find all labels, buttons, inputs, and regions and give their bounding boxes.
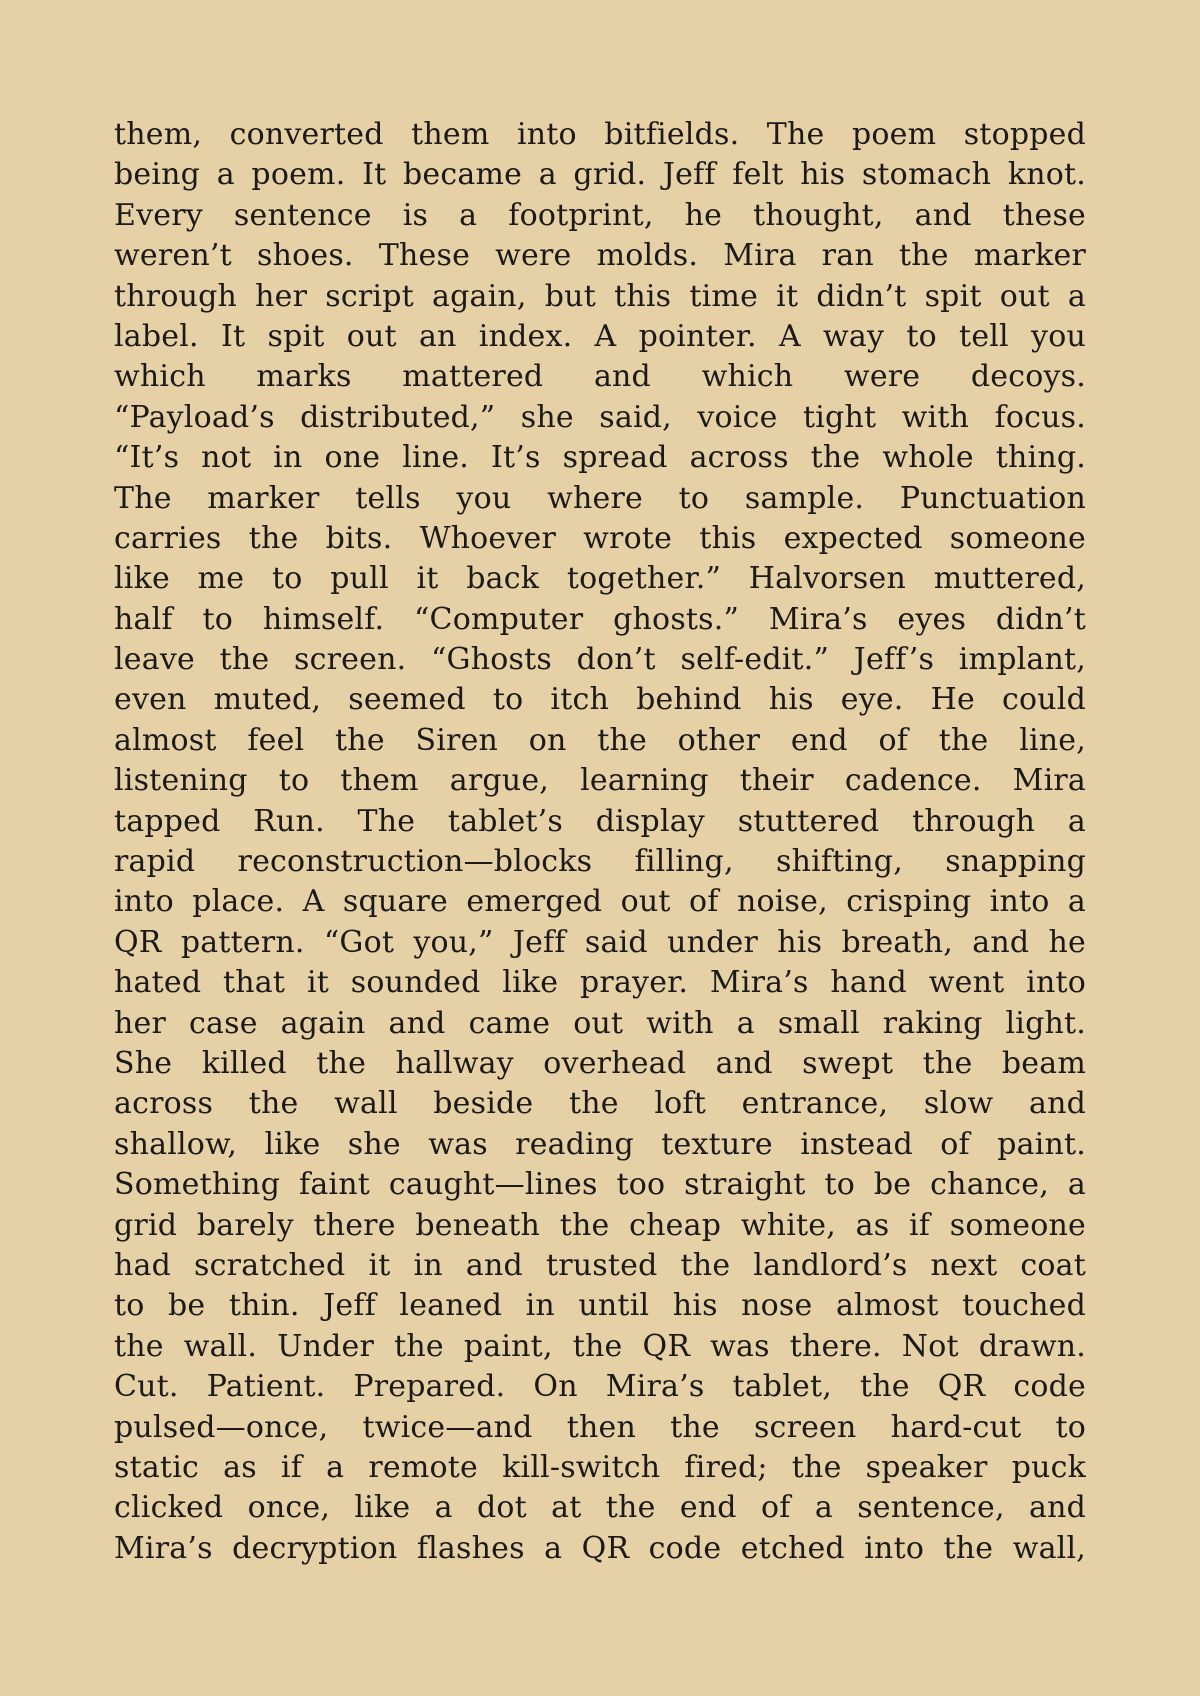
text-line: her case again and came out with a small raking light. — [114, 1005, 1086, 1041]
text-line: listening to them argue, learning their cadence. Mira — [114, 763, 1086, 799]
text-line: pulsed—once, twice—and then the screen hard-cut to — [114, 1409, 1086, 1445]
text-line: “Payload’s distributed,” she said, voice tight with focus. — [114, 399, 1086, 435]
text-line: Mira’s decryption flashes a QR code etched into the wall, — [114, 1530, 1086, 1566]
text-line: them, converted them into bitfields. The poem stopped — [114, 117, 1086, 152]
text-line: The marker tells you where to sample. Punctuation — [114, 480, 1086, 516]
text-line: which marks mattered and which were decoys. — [114, 359, 1086, 395]
text-line: through her script again, but this time it didn’t spit out a — [114, 278, 1086, 314]
text-line: into place. A square emerged out of noise, crisping into a — [114, 884, 1086, 920]
text-line: static as if a remote kill-switch fired; the speaker puck — [114, 1449, 1086, 1485]
text-line: rapid reconstruction—blocks filling, shifting, snapping — [114, 844, 1086, 880]
text-line: tapped Run. The tablet’s display stuttered through a — [114, 803, 1086, 839]
text-line: leave the screen. “Ghosts don’t self-edit.” Jeff’s implant, — [114, 642, 1086, 678]
text-line: to be thin. Jeff leaned in until his nose almost touched — [114, 1288, 1086, 1324]
body-text — [114, 115, 1086, 1569]
text-line: shallow, like she was reading texture instead of paint. — [114, 1126, 1086, 1162]
text-line: like me to pull it back together.” Halvorsen muttered, — [114, 561, 1086, 597]
text-line: hated that it sounded like prayer. Mira’s hand went into — [114, 965, 1086, 1001]
text-line: had scratched it in and trusted the landlord’s next coat — [114, 1247, 1086, 1283]
text-line: She killed the hallway overhead and swept the beam — [114, 1045, 1086, 1081]
text-line: almost feel the Siren on the other end of the line, — [114, 722, 1086, 758]
text-line: clicked once, like a dot at the end of a sentence, and — [114, 1490, 1086, 1526]
text-line: being a poem. It became a grid. Jeff felt his stomach knot. — [114, 157, 1086, 193]
text-line: half to himself. “Computer ghosts.” Mira’s eyes didn’t — [114, 601, 1086, 637]
text-line: QR pattern. “Got you,” Jeff said under his breath, and he — [114, 924, 1086, 960]
text-line: grid barely there beneath the cheap white, as if someone — [114, 1207, 1086, 1243]
text-line: even muted, seemed to itch behind his eye. He could — [114, 682, 1086, 718]
text-line: the wall. Under the paint, the QR was there. Not drawn. — [114, 1328, 1086, 1364]
text-line: label. It spit out an index. A pointer. A way to tell you — [114, 318, 1086, 354]
text-line: Cut. Patient. Prepared. On Mira’s tablet, the QR code — [114, 1369, 1086, 1405]
text-line: across the wall beside the loft entrance, slow and — [114, 1086, 1086, 1122]
text-line: “It’s not in one line. It’s spread across the whole thing. — [114, 440, 1086, 476]
text-line: carries the bits. Whoever wrote this expected someone — [114, 520, 1086, 556]
text-line: Something faint caught—lines too straight to be chance, a — [114, 1167, 1086, 1203]
text-line: weren’t shoes. These were molds. Mira ran the marker — [114, 238, 1086, 274]
text-line: Every sentence is a footprint, he thought, and these — [114, 197, 1086, 233]
